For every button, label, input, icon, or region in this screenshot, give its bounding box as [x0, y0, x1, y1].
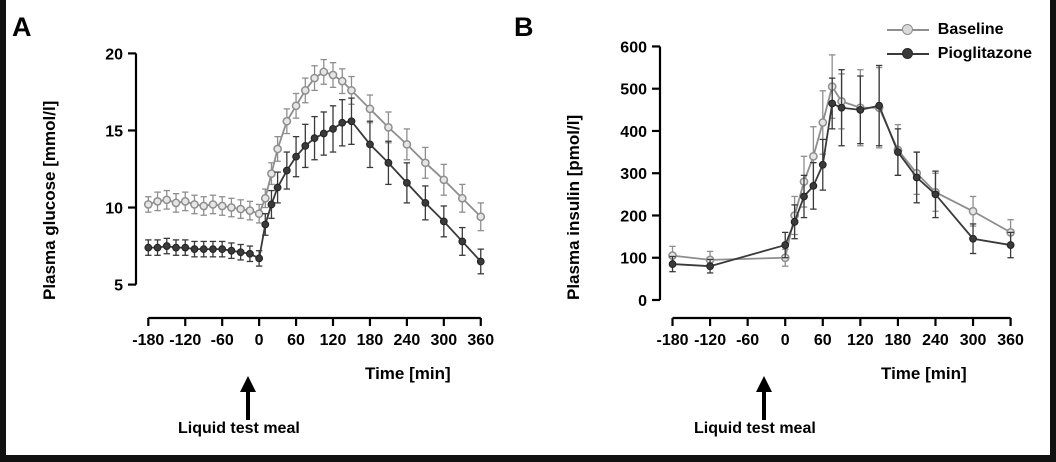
svg-text:100: 100 — [620, 250, 647, 268]
svg-text:-180: -180 — [132, 332, 165, 349]
svg-text:180: 180 — [356, 332, 384, 349]
panel-b-meal-arrow — [734, 372, 794, 432]
panel-b-y-axis-label: Plasma insulin [pmol/l] — [564, 114, 583, 300]
svg-text:300: 300 — [959, 332, 987, 349]
svg-text:-180: -180 — [656, 332, 689, 349]
svg-text:-60: -60 — [210, 332, 234, 349]
svg-text:0: 0 — [780, 332, 790, 349]
panel-b-svg — [598, 30, 1028, 349]
panel-a-x-axis-label: Time [min] — [365, 364, 451, 383]
panel-b — [514, 0, 1056, 462]
svg-text:-120: -120 — [169, 332, 202, 349]
svg-text:-120: -120 — [694, 332, 727, 349]
svg-text:240: 240 — [393, 332, 421, 349]
panel-a-y-axis-label: Plasma glucose [mmol/l] — [40, 100, 59, 300]
svg-text:300: 300 — [430, 332, 458, 349]
svg-text:360: 360 — [467, 332, 495, 349]
svg-text:120: 120 — [846, 332, 874, 349]
panel-a-plot-area — [78, 30, 498, 349]
svg-text:360: 360 — [997, 332, 1024, 349]
svg-text:500: 500 — [620, 81, 647, 99]
svg-text:180: 180 — [884, 332, 912, 349]
svg-text:15: 15 — [105, 123, 123, 141]
panel-a-meal-arrow — [218, 372, 278, 432]
svg-text:-60: -60 — [736, 332, 760, 349]
svg-text:60: 60 — [813, 332, 832, 349]
svg-text:120: 120 — [319, 332, 347, 349]
panel-b-letter: B — [514, 12, 534, 42]
svg-text:600: 600 — [620, 39, 647, 57]
panel-a-letter: A — [12, 12, 32, 42]
panel-b-plot-area — [598, 30, 1028, 349]
svg-text:60: 60 — [287, 332, 305, 349]
svg-text:20: 20 — [105, 46, 123, 64]
panel-a-meal-annotation: Liquid test meal — [178, 420, 300, 437]
svg-text:400: 400 — [620, 123, 647, 141]
legend-label-baseline: Baseline — [937, 21, 1004, 39]
panel-b-meal-annotation: Liquid test meal — [694, 420, 816, 437]
panel-b-x-axis-label: Time [min] — [881, 364, 967, 383]
panel-a-svg — [78, 30, 498, 349]
svg-text:0: 0 — [638, 293, 647, 310]
svg-text:300: 300 — [620, 166, 647, 184]
svg-text:10: 10 — [105, 200, 123, 218]
svg-text:200: 200 — [620, 208, 647, 226]
svg-text:5: 5 — [114, 277, 123, 295]
legend-label-pioglitazone: Pioglitazone — [937, 45, 1032, 63]
svg-text:0: 0 — [254, 332, 264, 349]
svg-text:240: 240 — [922, 332, 949, 349]
